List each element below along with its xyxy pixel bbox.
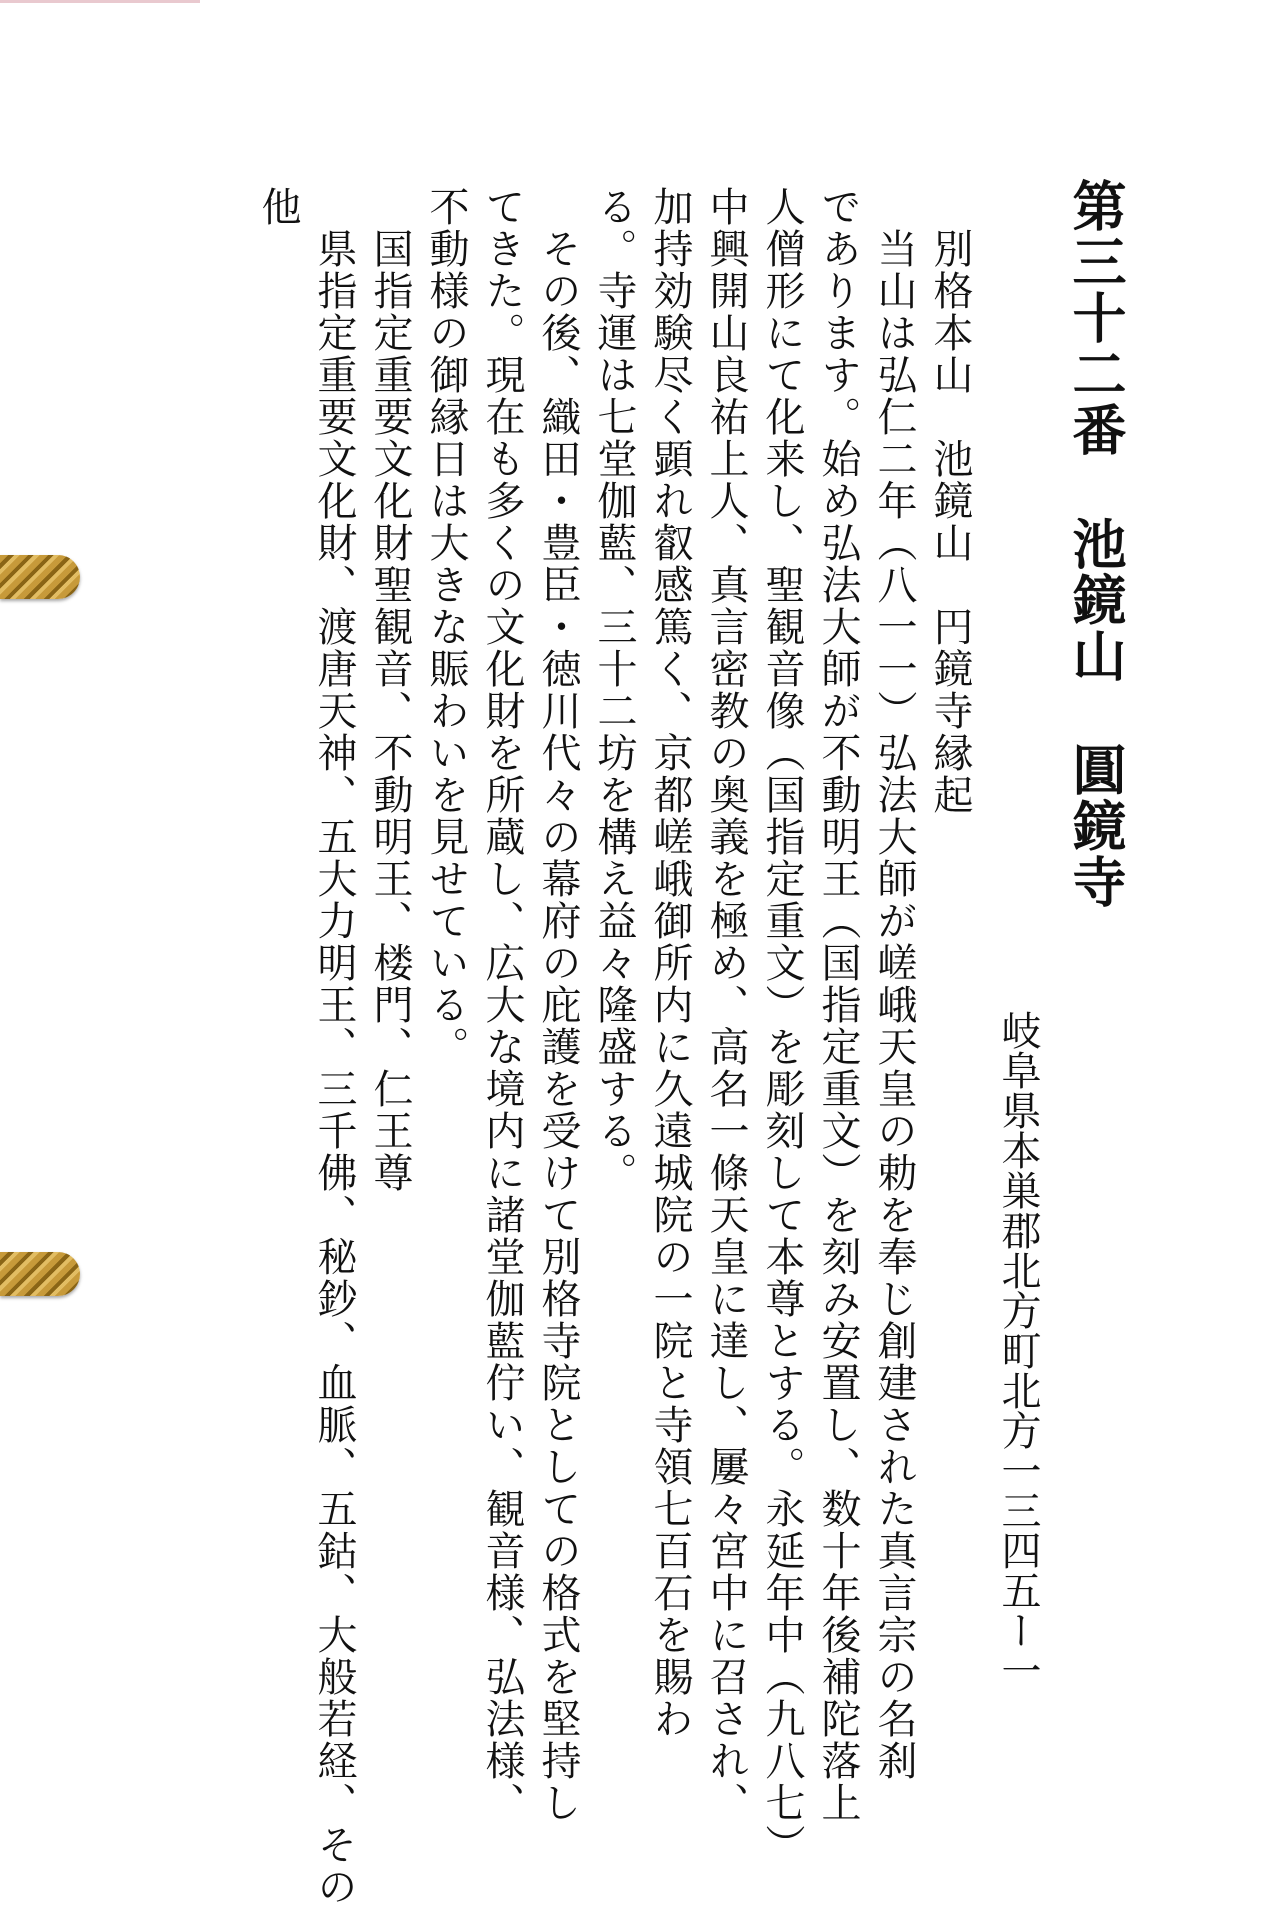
body-line: 当山は弘仁二年（八一一）弘法大師が嵯峨天皇の勅を奉じ創建された真言宗の名刹 <box>871 228 917 1782</box>
temple-title <box>1064 178 1128 910</box>
body-line: であります。始め弘法大師が不動明王（国指定重文）を刻み安置し、数十年後補陀落上 <box>815 186 861 1824</box>
body-line: 不動様の御縁日は大きな賑わいを見せている。 <box>423 186 469 1068</box>
body-line: 県指定重要文化財、渡唐天神、五大力明王、三千佛、秘鈔、血脈、五鈷、大般若経、その <box>311 228 357 1908</box>
temple-subheading: 別格本山 池鏡山 円鏡寺縁起 <box>927 228 973 816</box>
body-line: その後、織田・豊臣・徳川代々の幕府の庇護を受けて別格寺院としての格式を堅持し <box>535 228 581 1824</box>
binding-cord-bottom <box>0 1252 80 1296</box>
body-line: 他 <box>255 186 301 228</box>
body-line: る。寺運は七堂伽藍、三十二坊を構え益々隆盛する。 <box>591 186 637 1194</box>
binding-cord-top <box>0 555 80 599</box>
body-line: 国指定重要文化財聖観音、不動明王、楼門、仁王尊 <box>367 228 413 1194</box>
body-line: 人僧形にて化来し、聖観音像（国指定重文）を彫刻して本尊とする。永延年中（九八七） <box>759 186 805 1866</box>
scan-edge-mark <box>0 0 200 10</box>
body-line: 加持効験尽く顕れ叡感篤く、京都嵯峨御所内に久遠城院の一院と寺領七百石を賜わ <box>647 186 693 1740</box>
temple-address: 岐阜県本巣郡北方町北方一三四五ー一 <box>995 1010 1041 1690</box>
pilgrimage-number: 第三十二番 <box>1064 178 1128 458</box>
temple-name: 圓鏡寺 <box>1064 742 1128 910</box>
body-line: 中興開山良祐上人、真言密教の奥義を極め、高名一條天皇に達し、屢々宮中に召され、 <box>703 186 749 1824</box>
body-line: てきた。現在も多くの文化財を所蔵し、広大な境内に諸堂伽藍佇い、観音様、弘法様、 <box>479 186 525 1824</box>
mountain-name: 池鏡山 <box>1064 516 1128 684</box>
